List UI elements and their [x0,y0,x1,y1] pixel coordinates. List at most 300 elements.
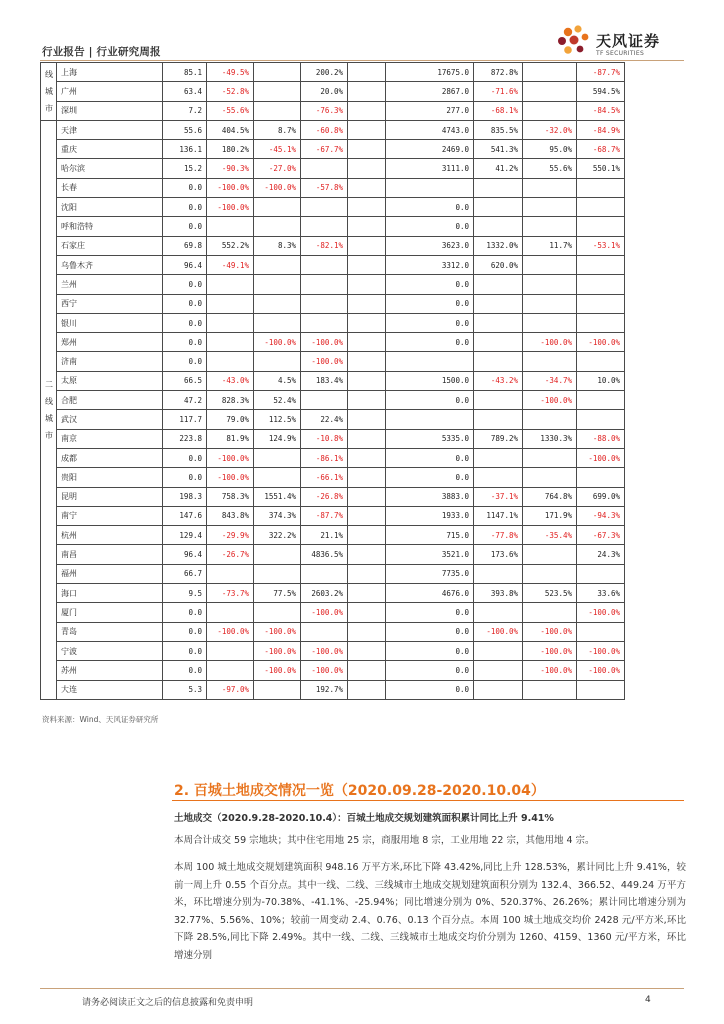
value-cell: 198.3 [163,487,207,506]
value-cell: -100.0% [474,622,523,641]
value-cell: 117.7 [163,410,207,429]
table-row [41,178,687,197]
value-cell: 0.0 [163,333,207,352]
spacer-cell [348,603,386,622]
value-cell: 828.3% [207,391,254,410]
value-cell: -100.0% [301,352,348,371]
value-cell [523,217,577,236]
value-cell: -60.8% [301,120,348,139]
spacer-cell [348,680,386,699]
value-cell: 0.0 [163,352,207,371]
value-cell [254,294,301,313]
value-cell [577,564,625,583]
city-name-cell: 太原 [57,371,163,390]
value-cell: 0.0 [386,468,474,487]
value-cell [254,603,301,622]
value-cell: -35.4% [523,526,577,545]
value-cell: 3312.0 [386,255,474,274]
spacer-cell [348,506,386,525]
value-cell [474,448,523,467]
spacer-cell [348,468,386,487]
value-cell: 0.0 [386,622,474,641]
value-cell [207,333,254,352]
value-cell [386,178,474,197]
city-name-cell: 南宁 [57,506,163,525]
value-cell: 7.2 [163,101,207,120]
value-cell: -67.3% [577,526,625,545]
value-cell: -100.0% [523,391,577,410]
spacer-cell [348,101,386,120]
value-cell [577,294,625,313]
spacer-cell [348,545,386,564]
value-cell [523,468,577,487]
value-cell [474,294,523,313]
value-cell: 21.1% [301,526,348,545]
table-row [41,680,687,699]
city-tier-label [41,120,57,699]
value-cell [474,313,523,332]
value-cell: -73.7% [207,584,254,603]
paragraph-detail: 本周 100 城土地成交规划建筑面积 948.16 万平方米,环比下降 43.42%,同比上升 128.53%，累计同比上升 9.41%，较前一周上升 0.55 个百分点。其中一线、二线、三线城市土地成交规划建筑面积分别为 132.4、366.52、449.24 万平方米，环比增速分别为-70.38%、-41.1%、-25.94%；同比增速分别为 0%、520.37%、26.26%；累计同比增速分别为 32.77%、5.56%、10%；较前一周变动 2.4、0.76、0.13 个百分点。本周 100 城土地成交均价 2428 元/平方米,环比下降 28.5%,同比下降 2.49%。其中一线、二线、三线城市土地成交均价分别为 1260、4159、1360 元/平方米，环比增速分别 [174,862,686,961]
footer-divider [40,988,684,989]
value-cell [474,603,523,622]
city-tier-char: 市 [45,103,53,113]
value-cell [523,198,577,217]
value-cell: 66.5 [163,371,207,390]
value-cell [301,313,348,332]
city-name-cell: 重庆 [57,140,163,159]
city-name-cell: 银川 [57,313,163,332]
value-cell [523,294,577,313]
value-cell [523,275,577,294]
value-cell: 96.4 [163,545,207,564]
value-cell [474,217,523,236]
value-cell: -37.1% [474,487,523,506]
value-cell: -26.7% [207,545,254,564]
value-cell: 5.3 [163,680,207,699]
value-cell: -10.8% [301,429,348,448]
table-row [41,275,687,294]
value-cell: 1147.1% [474,506,523,525]
value-cell [207,313,254,332]
table-row [41,584,687,603]
value-cell: 0.0 [163,661,207,680]
value-cell: 52.4% [254,391,301,410]
value-cell: 77.5% [254,584,301,603]
value-cell: 63.4 [163,82,207,101]
table-row [41,333,687,352]
value-cell: -49.1% [207,255,254,274]
value-cell: -100.0% [207,622,254,641]
value-cell: 7735.0 [386,564,474,583]
value-cell: 0.0 [163,198,207,217]
section-title: 2. 百城土地成交情况一览（2020.09.28-2020.10.04） [174,783,545,799]
value-cell: 183.4% [301,371,348,390]
value-cell: 0.0 [386,661,474,680]
spacer-cell [348,275,386,294]
value-cell [577,352,625,371]
value-cell [207,564,254,583]
table-row [41,545,687,564]
spacer-cell [348,140,386,159]
value-cell [474,641,523,660]
value-cell: 4676.0 [386,584,474,603]
value-cell [207,661,254,680]
value-cell: -87.7% [301,506,348,525]
city-name-cell: 南昌 [57,545,163,564]
table-row [41,120,687,139]
value-cell: 24.3% [577,545,625,564]
spacer-cell [348,661,386,680]
value-cell [577,680,625,699]
value-cell: 4836.5% [301,545,348,564]
value-cell: 8.3% [254,236,301,255]
value-cell: 9.5 [163,584,207,603]
value-cell: 715.0 [386,526,474,545]
spacer-cell [348,333,386,352]
value-cell [254,101,301,120]
value-cell: -100.0% [254,622,301,641]
spacer-cell [348,584,386,603]
city-name-cell: 郑州 [57,333,163,352]
value-cell [523,564,577,583]
value-cell: -94.3% [577,506,625,525]
value-cell: -32.0% [523,120,577,139]
city-name-cell: 福州 [57,564,163,583]
spacer-cell [348,63,386,82]
value-cell: 393.8% [474,584,523,603]
city-name-cell: 乌鲁木齐 [57,255,163,274]
value-cell: -82.1% [301,236,348,255]
value-cell: 835.5% [474,120,523,139]
value-cell: 0.0 [386,448,474,467]
value-cell [207,294,254,313]
city-name-cell: 长春 [57,178,163,197]
table-row [41,63,687,82]
value-cell: -52.8% [207,82,254,101]
value-cell [301,564,348,583]
value-cell [254,680,301,699]
value-cell [254,63,301,82]
spacer-cell [348,198,386,217]
value-cell: 0.0 [386,603,474,622]
value-cell: 1332.0% [474,236,523,255]
value-cell [523,63,577,82]
table-row [41,352,687,371]
table-row [41,313,687,332]
table-row [41,217,687,236]
value-cell: -100.0% [577,448,625,467]
value-cell [577,313,625,332]
table-row [41,410,687,429]
value-cell: 4743.0 [386,120,474,139]
value-cell [254,275,301,294]
value-cell: -100.0% [254,641,301,660]
value-cell [474,680,523,699]
paragraph-summary: 本周合计成交 59 宗地块；其中住宅用地 25 宗，商服用地 8 宗，工业用地 22 宗，其他用地 4 宗。 [174,835,595,846]
spacer-cell [348,217,386,236]
city-name-cell: 济南 [57,352,163,371]
value-cell: 55.6 [163,120,207,139]
spacer-cell [348,448,386,467]
value-cell: -100.0% [577,661,625,680]
value-cell: -100.0% [523,333,577,352]
city-name-cell: 厦门 [57,603,163,622]
value-cell: 4.5% [254,371,301,390]
report-header-title: 行业报告 | 行业研究周报 [42,46,161,58]
value-cell [474,352,523,371]
spacer-cell [348,178,386,197]
value-cell: 699.0% [577,487,625,506]
spacer-cell [348,487,386,506]
table-row [41,487,687,506]
value-cell: -100.0% [523,661,577,680]
city-name-cell: 贵阳 [57,468,163,487]
value-cell [523,680,577,699]
value-cell: 1500.0 [386,371,474,390]
spacer-cell [348,352,386,371]
value-cell: -90.3% [207,159,254,178]
value-cell: -43.2% [474,371,523,390]
table-row [41,448,687,467]
spacer-cell [348,82,386,101]
value-cell: 0.0 [386,198,474,217]
value-cell: 0.0 [163,641,207,660]
value-cell [474,410,523,429]
value-cell: 81.9% [207,429,254,448]
value-cell: 0.0 [163,448,207,467]
value-cell [577,198,625,217]
value-cell: 180.2% [207,140,254,159]
table-row [41,603,687,622]
city-name-cell: 大连 [57,680,163,699]
city-tier-label [41,63,57,121]
value-cell: -100.0% [301,641,348,660]
table-row [41,526,687,545]
value-cell [254,468,301,487]
city-name-cell: 海口 [57,584,163,603]
value-cell [577,410,625,429]
value-cell [301,294,348,313]
value-cell: -100.0% [301,661,348,680]
value-cell: 0.0 [163,178,207,197]
city-name-cell: 苏州 [57,661,163,680]
land-transaction-table [40,62,687,700]
city-name-cell: 哈尔滨 [57,159,163,178]
value-cell: 843.8% [207,506,254,525]
value-cell [207,641,254,660]
value-cell: 3883.0 [386,487,474,506]
city-tier-char: 城 [45,86,53,96]
value-cell: 5335.0 [386,429,474,448]
value-cell [523,603,577,622]
value-cell: 0.0 [386,275,474,294]
header-divider [40,60,684,61]
table-row [41,391,687,410]
city-name-cell: 天津 [57,120,163,139]
value-cell [207,603,254,622]
value-cell: -76.3% [301,101,348,120]
value-cell: 10.0% [577,371,625,390]
value-cell: 55.6% [523,159,577,178]
value-cell: 3521.0 [386,545,474,564]
value-cell: 33.6% [577,584,625,603]
table-row [41,101,687,120]
value-cell: 79.0% [207,410,254,429]
value-cell: 374.3% [254,506,301,525]
value-cell: 550.1% [577,159,625,178]
value-cell: -27.0% [254,159,301,178]
value-cell [474,564,523,583]
value-cell: -68.1% [474,101,523,120]
table-row [41,468,687,487]
logo-subtitle: TF SECURITIES [596,50,645,57]
value-cell: 1330.3% [523,429,577,448]
value-cell: 41.2% [474,159,523,178]
footer-disclaimer: 请务必阅读正文之后的信息披露和免责申明 [82,998,254,1008]
table-row [41,236,687,255]
value-cell: 541.3% [474,140,523,159]
value-cell [474,198,523,217]
value-cell: -100.0% [207,198,254,217]
spacer-cell [348,120,386,139]
value-cell [207,217,254,236]
city-name-cell: 沈阳 [57,198,163,217]
section-subheading: 土地成交（2020.9.28-2020.10.4）：百城土地成交规划建筑面积累计同比上升 9.41% [174,813,554,824]
value-cell: -68.7% [577,140,625,159]
value-cell: -100.0% [577,603,625,622]
value-cell: -49.5% [207,63,254,82]
city-name-cell: 上海 [57,63,163,82]
value-cell [523,82,577,101]
value-cell: 0.0 [386,333,474,352]
value-cell [523,101,577,120]
value-cell [254,564,301,583]
value-cell [474,468,523,487]
value-cell: 0.0 [163,275,207,294]
value-cell: 3111.0 [386,159,474,178]
value-cell: 3623.0 [386,236,474,255]
value-cell: -100.0% [254,333,301,352]
value-cell: 0.0 [163,603,207,622]
spacer-cell [348,564,386,583]
value-cell [386,352,474,371]
value-cell: -100.0% [301,333,348,352]
value-cell: 0.0 [386,294,474,313]
value-cell: -34.7% [523,371,577,390]
value-cell: -45.1% [254,140,301,159]
value-cell: -55.6% [207,101,254,120]
spacer-cell [348,255,386,274]
city-tier-char: 城 [45,413,53,423]
value-cell [301,255,348,274]
value-cell: 20.0% [301,82,348,101]
city-name-cell: 深圳 [57,101,163,120]
value-cell: 200.2% [301,63,348,82]
value-cell [577,217,625,236]
table-row [41,371,687,390]
value-cell: 0.0 [386,641,474,660]
value-cell [254,448,301,467]
value-cell: 112.5% [254,410,301,429]
city-tier-char: 线 [45,396,53,406]
value-cell: -100.0% [207,178,254,197]
value-cell: 523.5% [523,584,577,603]
value-cell: 171.9% [523,506,577,525]
table-row [41,198,687,217]
value-cell: 0.0 [386,391,474,410]
value-cell: 872.8% [474,63,523,82]
value-cell [301,217,348,236]
value-cell: -71.6% [474,82,523,101]
city-name-cell: 昆明 [57,487,163,506]
value-cell [301,622,348,641]
value-cell: 552.2% [207,236,254,255]
value-cell [577,275,625,294]
value-cell: 129.4 [163,526,207,545]
value-cell: 173.6% [474,545,523,564]
value-cell: -77.8% [474,526,523,545]
value-cell: 0.0 [386,217,474,236]
city-name-cell: 武汉 [57,410,163,429]
value-cell [301,198,348,217]
value-cell [474,661,523,680]
city-name-cell: 成都 [57,448,163,467]
table-row [41,564,687,583]
value-cell: 17675.0 [386,63,474,82]
logo-text: 天风证券 [596,32,661,50]
spacer-cell [348,391,386,410]
value-cell [254,313,301,332]
city-name-cell: 青岛 [57,622,163,641]
value-cell: 47.2 [163,391,207,410]
value-cell: -66.1% [301,468,348,487]
value-cell: 22.4% [301,410,348,429]
table-row [41,159,687,178]
value-cell: -100.0% [207,468,254,487]
table-row [41,622,687,641]
value-cell: 66.7 [163,564,207,583]
value-cell [523,255,577,274]
value-cell: 2867.0 [386,82,474,101]
source-note: 资料来源：Wind、天风证券研究所 [42,715,159,724]
value-cell: 0.0 [386,313,474,332]
value-cell: 1933.0 [386,506,474,525]
value-cell: 192.7% [301,680,348,699]
value-cell: 85.1 [163,63,207,82]
value-cell [254,545,301,564]
value-cell [577,391,625,410]
value-cell [577,255,625,274]
value-cell: -100.0% [254,661,301,680]
value-cell: 11.7% [523,236,577,255]
spacer-cell [348,622,386,641]
value-cell: -100.0% [301,603,348,622]
value-cell: 758.3% [207,487,254,506]
value-cell: 0.0 [163,468,207,487]
value-cell [207,352,254,371]
value-cell [523,545,577,564]
value-cell [254,217,301,236]
value-cell: 322.2% [254,526,301,545]
value-cell [523,352,577,371]
value-cell [254,255,301,274]
spacer-cell [348,236,386,255]
value-cell: 277.0 [386,101,474,120]
value-cell [474,178,523,197]
page-number: 4 [645,995,651,1005]
value-cell: -88.0% [577,429,625,448]
